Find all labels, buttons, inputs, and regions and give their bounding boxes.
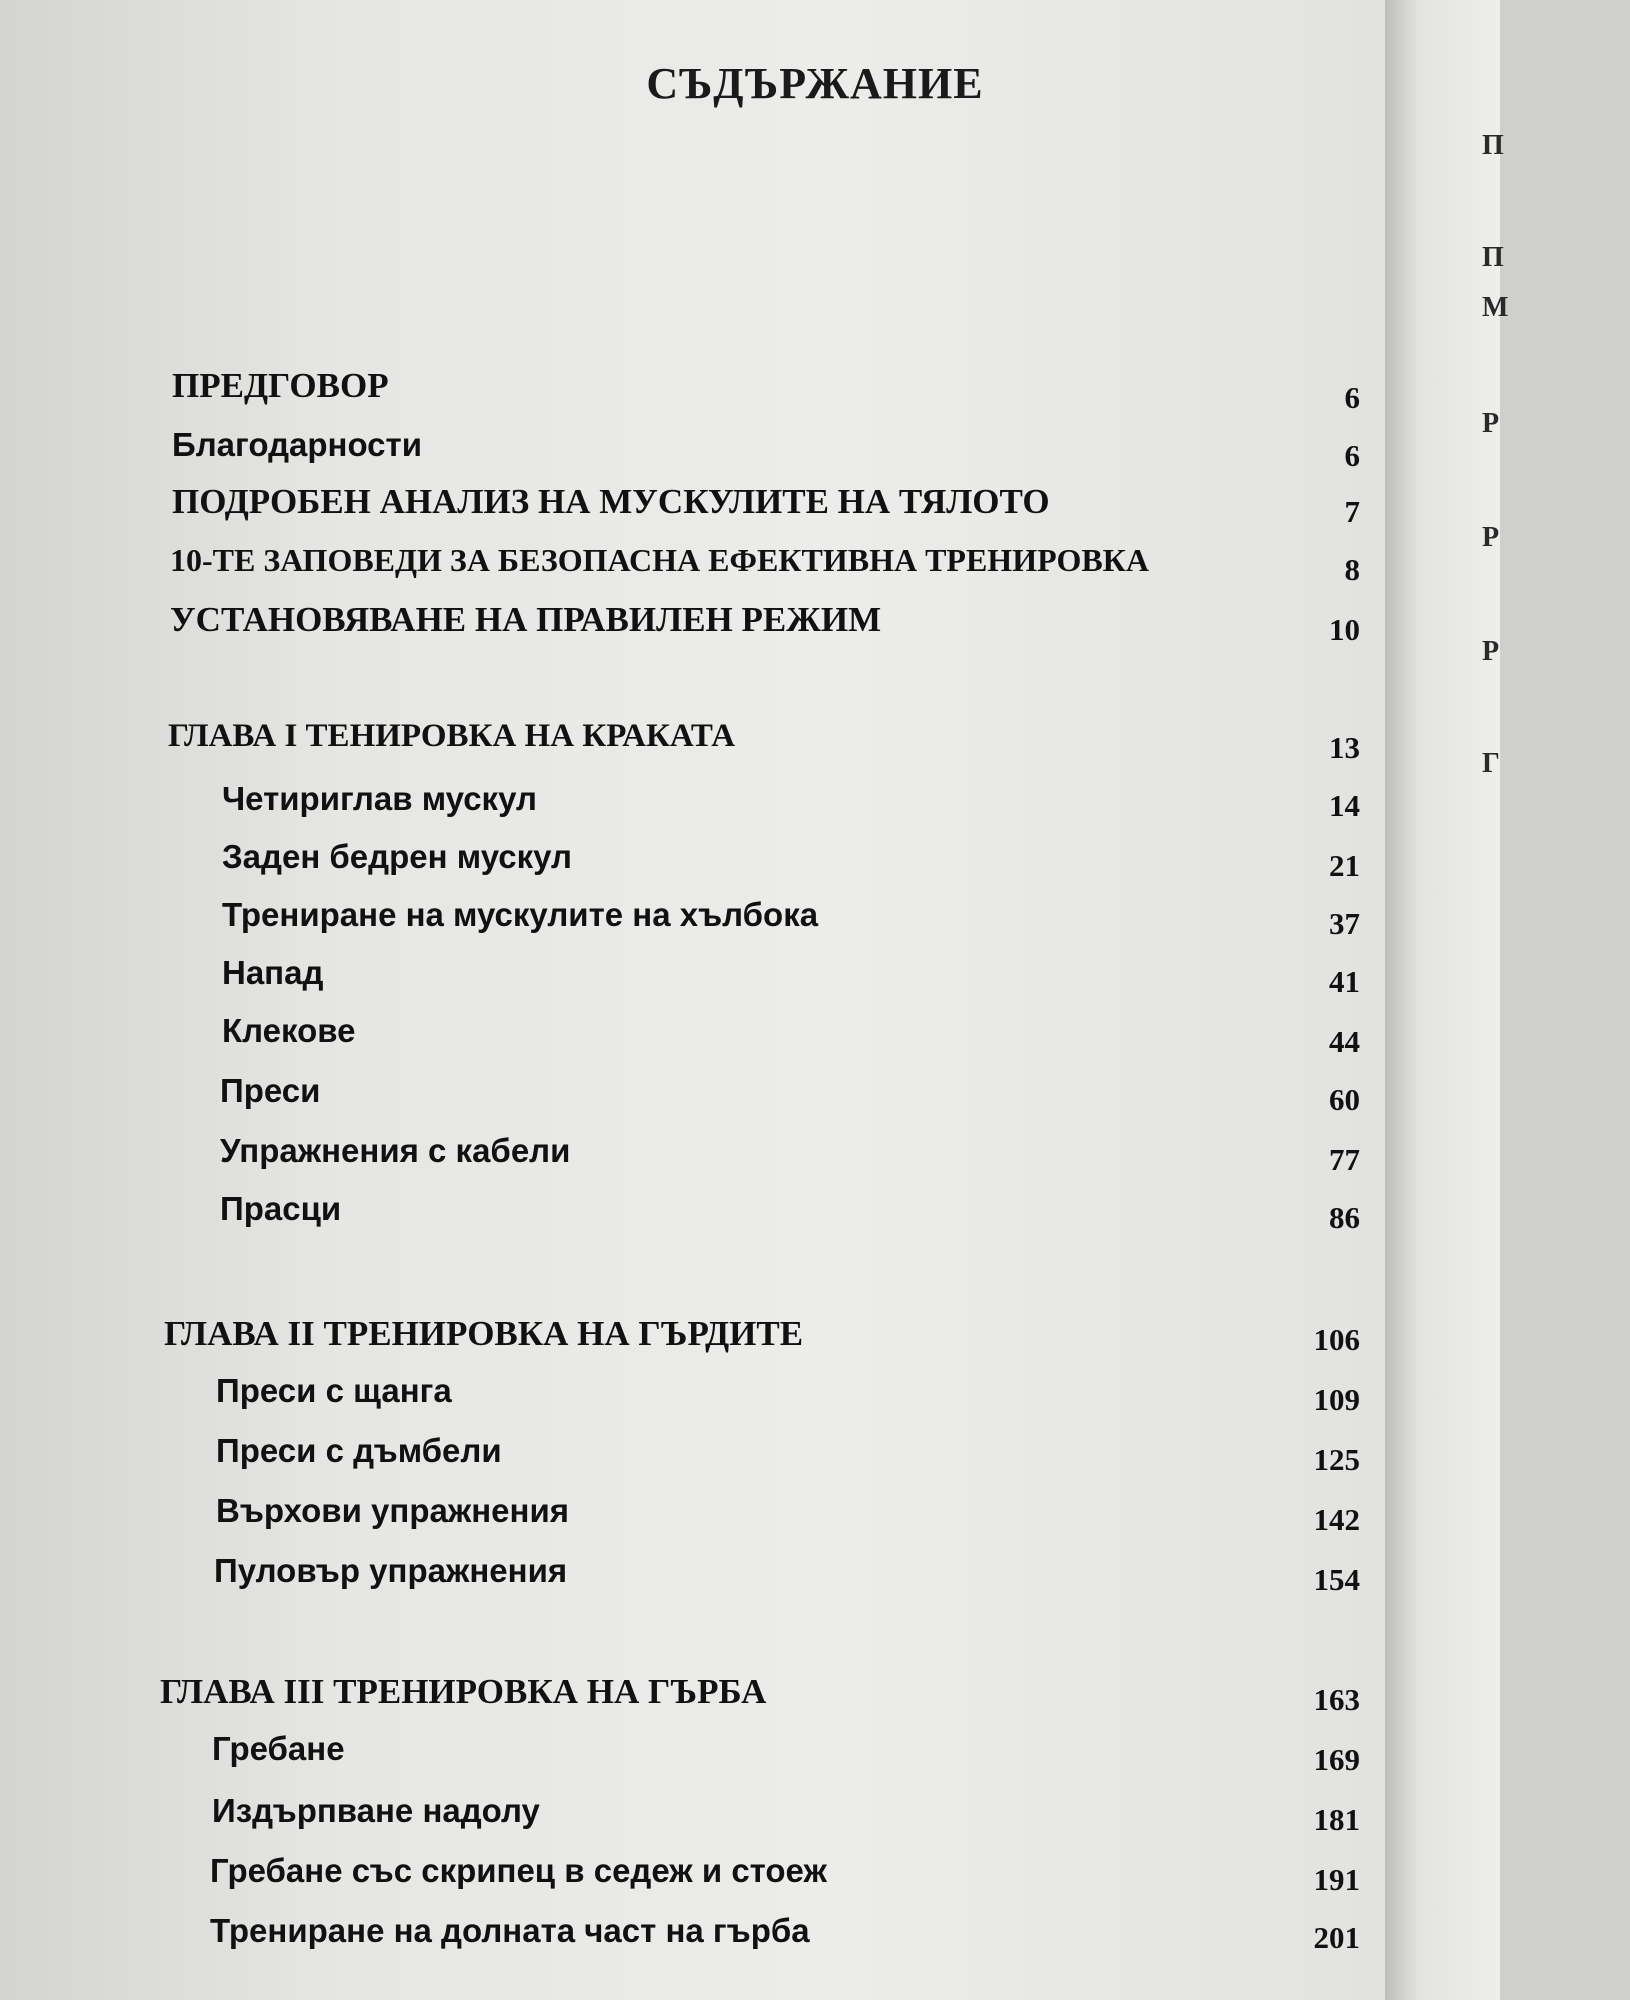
toc-subentry-page: 86 xyxy=(1329,1200,1360,1235)
toc-subentry xyxy=(0,896,1360,944)
toc-subentry-page: 44 xyxy=(1329,1024,1360,1059)
toc-subentry-label: Издърпване надолу xyxy=(212,1792,540,1829)
toc-subentry-label: Преси с щанга xyxy=(216,1372,452,1409)
toc-chapter-label: ГЛАВА III ТРЕНИРОВКА НА ГЪРБА xyxy=(160,1672,767,1711)
toc-entry-label: ПРЕДГОВОР xyxy=(172,366,389,405)
toc-subentry xyxy=(0,780,1360,828)
toc-subentry xyxy=(0,1792,1360,1840)
next-page-letter: Р xyxy=(1482,636,1500,667)
next-page-letter: Р xyxy=(1482,522,1500,553)
toc-subentry-label: Трениране на долната част на гърба xyxy=(210,1912,810,1949)
next-page-letter: М xyxy=(1482,292,1509,323)
toc-chapter xyxy=(0,1314,1360,1362)
toc-subentry-label: Прасци xyxy=(220,1190,342,1227)
toc-subentry-label: Гребане xyxy=(212,1730,345,1767)
toc-subentry xyxy=(0,954,1360,1002)
next-page-letter: Р xyxy=(1482,408,1500,439)
toc-subentry-page: 169 xyxy=(1313,1742,1360,1777)
toc-entry-label: Благодарности xyxy=(172,426,422,463)
toc-entry-page: 6 xyxy=(1344,380,1360,415)
toc-subentry-label: Преси xyxy=(220,1072,321,1109)
toc-chapter-page: 163 xyxy=(1313,1682,1360,1717)
toc-subentry xyxy=(0,1012,1360,1060)
toc-entry-page: 6 xyxy=(1344,438,1360,473)
toc-subentry xyxy=(0,1372,1360,1420)
toc-chapter-page: 13 xyxy=(1329,730,1360,765)
toc-subentry-page: 14 xyxy=(1329,788,1360,823)
toc-entry xyxy=(0,426,1360,474)
toc-subentry-label: Пуловър упражнения xyxy=(214,1552,568,1589)
toc-chapter-page: 106 xyxy=(1313,1322,1360,1357)
toc-subentry-page: 191 xyxy=(1313,1862,1360,1897)
toc-subentry-page: 60 xyxy=(1329,1082,1360,1117)
toc-entry-label: 10-ТЕ ЗАПОВЕДИ ЗА БЕЗОПАСНА ЕФЕКТИВНА ТРЕНИРОВКА xyxy=(170,542,1149,578)
toc-subentry-page: 142 xyxy=(1313,1502,1360,1537)
toc-entry xyxy=(0,366,1360,414)
toc-chapter-label: ГЛАВА I ТЕНИРОВКА НА КРАКАТА xyxy=(168,718,736,754)
toc-subentry-page: 21 xyxy=(1329,848,1360,883)
toc-chapter-label: ГЛАВА II ТРЕНИРОВКА НА ГЪРДИТЕ xyxy=(164,1314,804,1353)
toc-subentry-label: Върхови упражнения xyxy=(216,1492,569,1529)
toc-subentry-label: Гребане със скрипец в седеж и стоеж xyxy=(210,1852,827,1889)
toc-subentry xyxy=(0,1912,1360,1960)
toc-subentry xyxy=(0,838,1360,886)
toc-subentry xyxy=(0,1730,1360,1778)
page-title: СЪДЪРЖАНИЕ xyxy=(646,59,984,108)
toc-entry xyxy=(0,482,1360,530)
toc-entry-label: ПОДРОБЕН АНАЛИЗ НА МУСКУЛИТЕ НА ТЯЛОТО xyxy=(172,482,1050,521)
toc-subentry-page: 37 xyxy=(1329,906,1360,941)
toc-entry-label: УСТАНОВЯВАНЕ НА ПРАВИЛЕН РЕЖИМ xyxy=(170,600,882,639)
toc-subentry-page: 125 xyxy=(1313,1442,1360,1477)
toc-entry xyxy=(0,600,1360,648)
toc-subentry-page: 77 xyxy=(1329,1142,1360,1177)
toc-subentry xyxy=(0,1190,1360,1238)
toc-subentry-label: Напад xyxy=(222,954,324,991)
toc-subentry-label: Клекове xyxy=(222,1012,356,1049)
toc-subentry xyxy=(0,1492,1360,1540)
toc-subentry xyxy=(0,1432,1360,1480)
toc-subentry-label: Преси с дъмбели xyxy=(216,1432,502,1469)
toc-subentry xyxy=(0,1852,1360,1900)
toc-chapter xyxy=(0,1672,1360,1720)
next-page-letter: П xyxy=(1482,130,1504,161)
toc-subentry xyxy=(0,1072,1360,1120)
toc-subentry xyxy=(0,1132,1360,1180)
toc-entry xyxy=(0,542,1360,590)
toc-subentry-label: Трениране на мускулите на хълбока xyxy=(222,896,819,933)
toc-subentry-page: 109 xyxy=(1313,1382,1360,1417)
toc-subentry-page: 181 xyxy=(1313,1802,1360,1837)
toc-entry-page: 8 xyxy=(1344,552,1360,587)
toc-entry-page: 10 xyxy=(1329,612,1360,647)
toc-entry-page: 7 xyxy=(1344,494,1360,529)
toc-subentry-page: 41 xyxy=(1329,964,1360,999)
toc-subentry-page: 201 xyxy=(1313,1920,1360,1955)
toc-subentry-label: Заден бедрен мускул xyxy=(222,838,572,875)
toc-chapter xyxy=(0,718,1360,766)
toc-subentry-label: Упражнения с кабели xyxy=(220,1132,571,1169)
next-page-letter: Г xyxy=(1482,748,1500,779)
toc-subentry xyxy=(0,1552,1360,1600)
next-page-letter: П xyxy=(1482,242,1504,273)
toc-subentry-label: Четириглав мускул xyxy=(222,780,537,817)
toc-subentry-page: 154 xyxy=(1313,1562,1360,1597)
